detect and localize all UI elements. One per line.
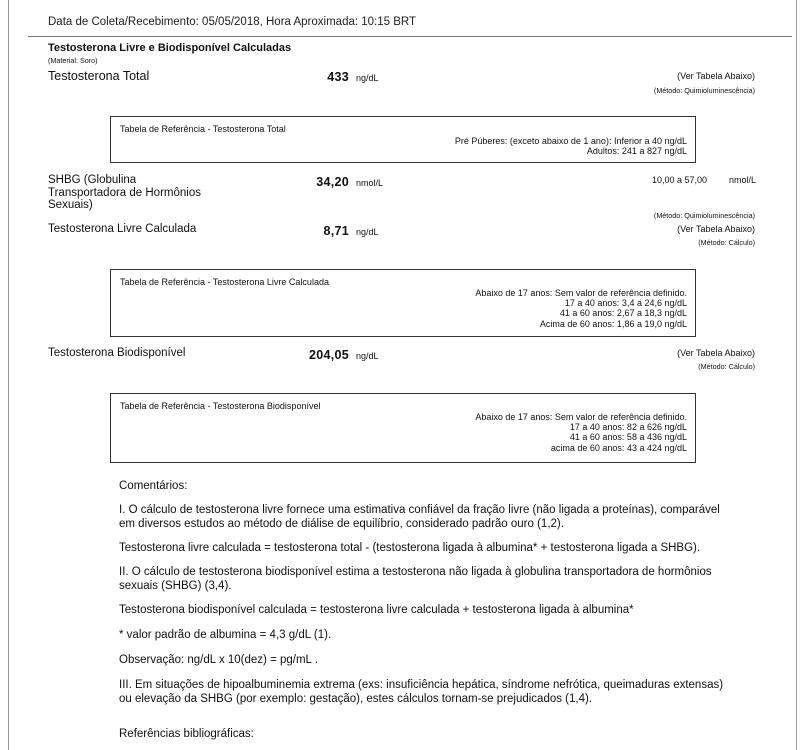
comment-text: Testosterona biodisponível calculada = testosterona livre calculada + testosterona ligada à albumina* [119, 604, 634, 616]
comment-text: III. Em situações de hipoalbuminemia extrema (exs: insuficiência hepática, síndrome nefrótica, queimaduras extensas) ou elevação da SHBG (por exemplo: gestação), estes cálculos tornam-se prejudicados (1,4). [119, 679, 724, 705]
total-ref: (Ver Tabela Abaixo) [677, 71, 755, 81]
comment-paragraph [119, 604, 729, 618]
comment-paragraph [119, 504, 729, 532]
shbg-ref: 10,00 a 57,00 [652, 175, 708, 185]
livre-table-line: 17 a 40 anos: 3,4 a 24,6 ng/dL [564, 298, 687, 309]
comments-heading: Comentários: [119, 480, 188, 492]
total-table-line: Adultos: 241 a 827 ng/dL [586, 146, 687, 157]
biodisp-table-line: 17 a 40 anos: 82 a 626 ng/dL [569, 422, 687, 433]
comment-text: I. O cálculo de testosterona livre fornece uma estimativa confiável da fração livre (não ligada a proteínas), comparável em diversos estudos ao método de diálise de equilíbrio, considerado padrão ouro (1,2). [119, 504, 720, 530]
total-table-title: Tabela de Referência - Testosterona Total [120, 124, 286, 134]
shbg-ref-unit: nmol/L [729, 175, 757, 185]
biodisp-reference-table [110, 393, 696, 463]
biodisp-table-line: acima de 60 anos: 43 a 424 ng/dL [550, 442, 687, 453]
biodisp-table-line: Abaixo de 17 anos: Sem valor de referência definido. [475, 412, 687, 422]
biodisp-unit: ng/dL [356, 351, 379, 361]
total-label: Testosterona Total [48, 69, 150, 83]
references-heading: Referências bibliográficas: [119, 728, 254, 740]
biodisp-method: (Método: Cálculo) [698, 362, 755, 371]
total-table-line: Pré Púberes: (exceto abaixo de 1 ano): Inferior a 40 ng/dL [454, 136, 687, 146]
total-unit: ng/dL [356, 73, 379, 83]
shbg-unit: nmol/L [356, 178, 384, 188]
shbg-method: (Método: Quimioluminescência) [653, 211, 755, 220]
livre-ref: (Ver Tabela Abaixo) [677, 224, 755, 234]
section-title: Testosterona Livre e Biodisponível Calculadas [48, 42, 292, 54]
livre-unit: ng/dL [356, 227, 379, 237]
shbg-label-line: Sexuais) [48, 199, 93, 211]
comment-paragraph [119, 679, 729, 707]
biodisp-value: 204,05 [308, 348, 349, 362]
livre-table-line: 41 a 60 anos: 2,67 a 18,3 ng/dL [559, 308, 687, 319]
biodisp-table-title: Tabela de Referência - Testosterona Biodisponível [120, 401, 321, 411]
comment-text: Observação: ng/dL x 10(dez) = pg/mL . [119, 654, 318, 666]
page-left-edge [8, 0, 9, 750]
total-reference-table [110, 116, 696, 163]
livre-value: 8,71 [323, 224, 349, 238]
biodisp-ref: (Ver Tabela Abaixo) [677, 348, 755, 358]
livre-table-line: Acima de 60 anos: 1,86 a 19,0 ng/dL [539, 318, 687, 329]
shbg-label [48, 174, 201, 212]
livre-reference-table [110, 269, 696, 337]
biodisp-label: Testosterona Biodisponível [48, 347, 186, 359]
comment-paragraph [119, 654, 729, 668]
shbg-value: 34,20 [316, 175, 349, 189]
total-method: (Método: Quimioluminescência) [653, 86, 755, 95]
comment-text: * valor padrão de albumina = 4,3 g/dL (1). [119, 629, 332, 641]
livre-label: Testosterona Livre Calculada [48, 223, 197, 235]
comment-text: II. O cálculo de testosterona biodisponível estima a testosterona não ligada à globulina transportadora de hormônios sexuais (SHBG) (3,4). [119, 566, 712, 592]
comment-paragraph [119, 542, 729, 556]
shbg-label-line: Transportadora de Hormônios [48, 186, 201, 199]
shbg-label-line: SHBG (Globulina [48, 174, 137, 186]
total-value: 433 [327, 70, 349, 84]
header-divider [28, 36, 792, 37]
livre-method: (Método: Cálculo) [698, 238, 755, 247]
material-label: (Material: Soro) [48, 56, 98, 65]
comment-paragraph [119, 629, 729, 643]
livre-table-line: Abaixo de 17 anos: Sem valor de referência definido. [475, 288, 687, 298]
comment-text: Testosterona livre calculada = testosterona total - (testosterona ligada à albumina* + testosterona ligada a SHBG). [119, 542, 701, 554]
biodisp-table-line: 41 a 60 anos: 58 a 436 ng/dL [569, 432, 687, 443]
livre-table-title: Tabela de Referência - Testosterona Livre Calculada [120, 277, 329, 287]
comment-paragraph [119, 566, 729, 594]
collection-info: Data de Coleta/Recebimento: 05/05/2018, Hora Aproximada: 10:15 BRT [48, 16, 417, 28]
page-right-edge [796, 0, 797, 750]
